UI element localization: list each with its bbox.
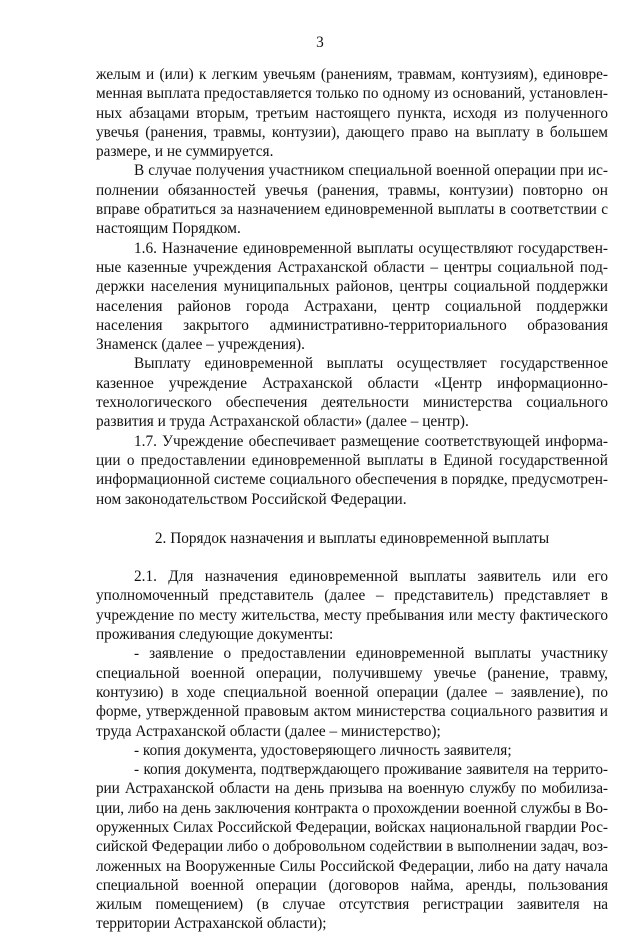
list-item-residence-copy: - копия документа, подтверждающего проживание заявителя на территории Астраханской области на день призыва на военную службу по мобилизации, либо на день заключения контракта о прохождении военной службы в Вооруженных Силах Российской Федерации, войсках национальной гвардии Российской Федерации либо о добровольном содействии в выполнении задач, возложенных на Вооруженные Силы Российской Федерации, либо на дату начала специальной военной операции (договоров найма, аренды, пользования жилым помещением) (в случае отсутствия регистрации заявителя на территории Астраханской области);: [96, 761, 608, 933]
page-number: 3: [316, 34, 324, 51]
paragraph-continuation: желым и (или) к легким увечьям (ранениям, травмам, контузиям), единовременная выплата предоставляется только по одному из оснований, установленных абзацами вторым, третьим настоящего пункта, исходя из полученного увечья (ранения, травмы, контузии), дающего право на выплату в большем размере, и не суммируется.: [96, 66, 608, 161]
list-item-application: - заявление о предоставлении единовременной выплаты участнику специальной военной операции, получившему увечье (ранение, травму, контузию) в ходе специальной военной операции (далее – заявление), по форме, утвержденной правовым актом министерства социального развития и труда Астраханской области (далее – министерство);: [96, 645, 608, 740]
document-body: [96, 65, 608, 934]
list-item-identity-copy: - копия документа, удостоверяющего личность заявителя;: [134, 741, 512, 759]
paragraph-payment-center: Выплату единовременной выплаты осуществляет государственное казенное учреждение Астраханской области «Центр информационно-технологического обеспечения деятельности министерства социального развития и труда Астраханской области» (далее – центр).: [96, 355, 608, 431]
paragraph-1-6: 1.6. Назначение единовременной выплаты осуществляют государственные казенные учреждения Астраханской области – центры социальной поддержки населения муниципальных районов, центры социальной поддержки населения районов города Астрахани, центр социальной поддержки населения закрытого административно-территориального образования Знаменск (далее – учреждения).: [96, 239, 608, 354]
paragraph-2-1: 2.1. Для назначения единовременной выплаты заявитель или его уполномоченный представитель (далее – представитель) представляет в учреждение по месту жительства, месту пребывания или месту фактического проживания следующие документы:: [96, 568, 608, 644]
paragraph-repeat-injury: В случае получения участником специальной военной операции при исполнении обязанностей увечья (ранения, травмы, контузии) повторно он вправе обратиться за назначением единовременной выплаты в соответствии с настоящим Порядком.: [96, 162, 608, 238]
section-heading-2: 2. Порядок назначения и выплаты единовременной выплаты: [154, 529, 550, 547]
paragraph-1-7: 1.7. Учреждение обеспечивает размещение соответствующей информации о предоставлении единовременной выплаты в Единой государственной информационной системе социального обеспечения в порядке, предусмотренном законодательством Российской Федерации.: [96, 432, 608, 508]
